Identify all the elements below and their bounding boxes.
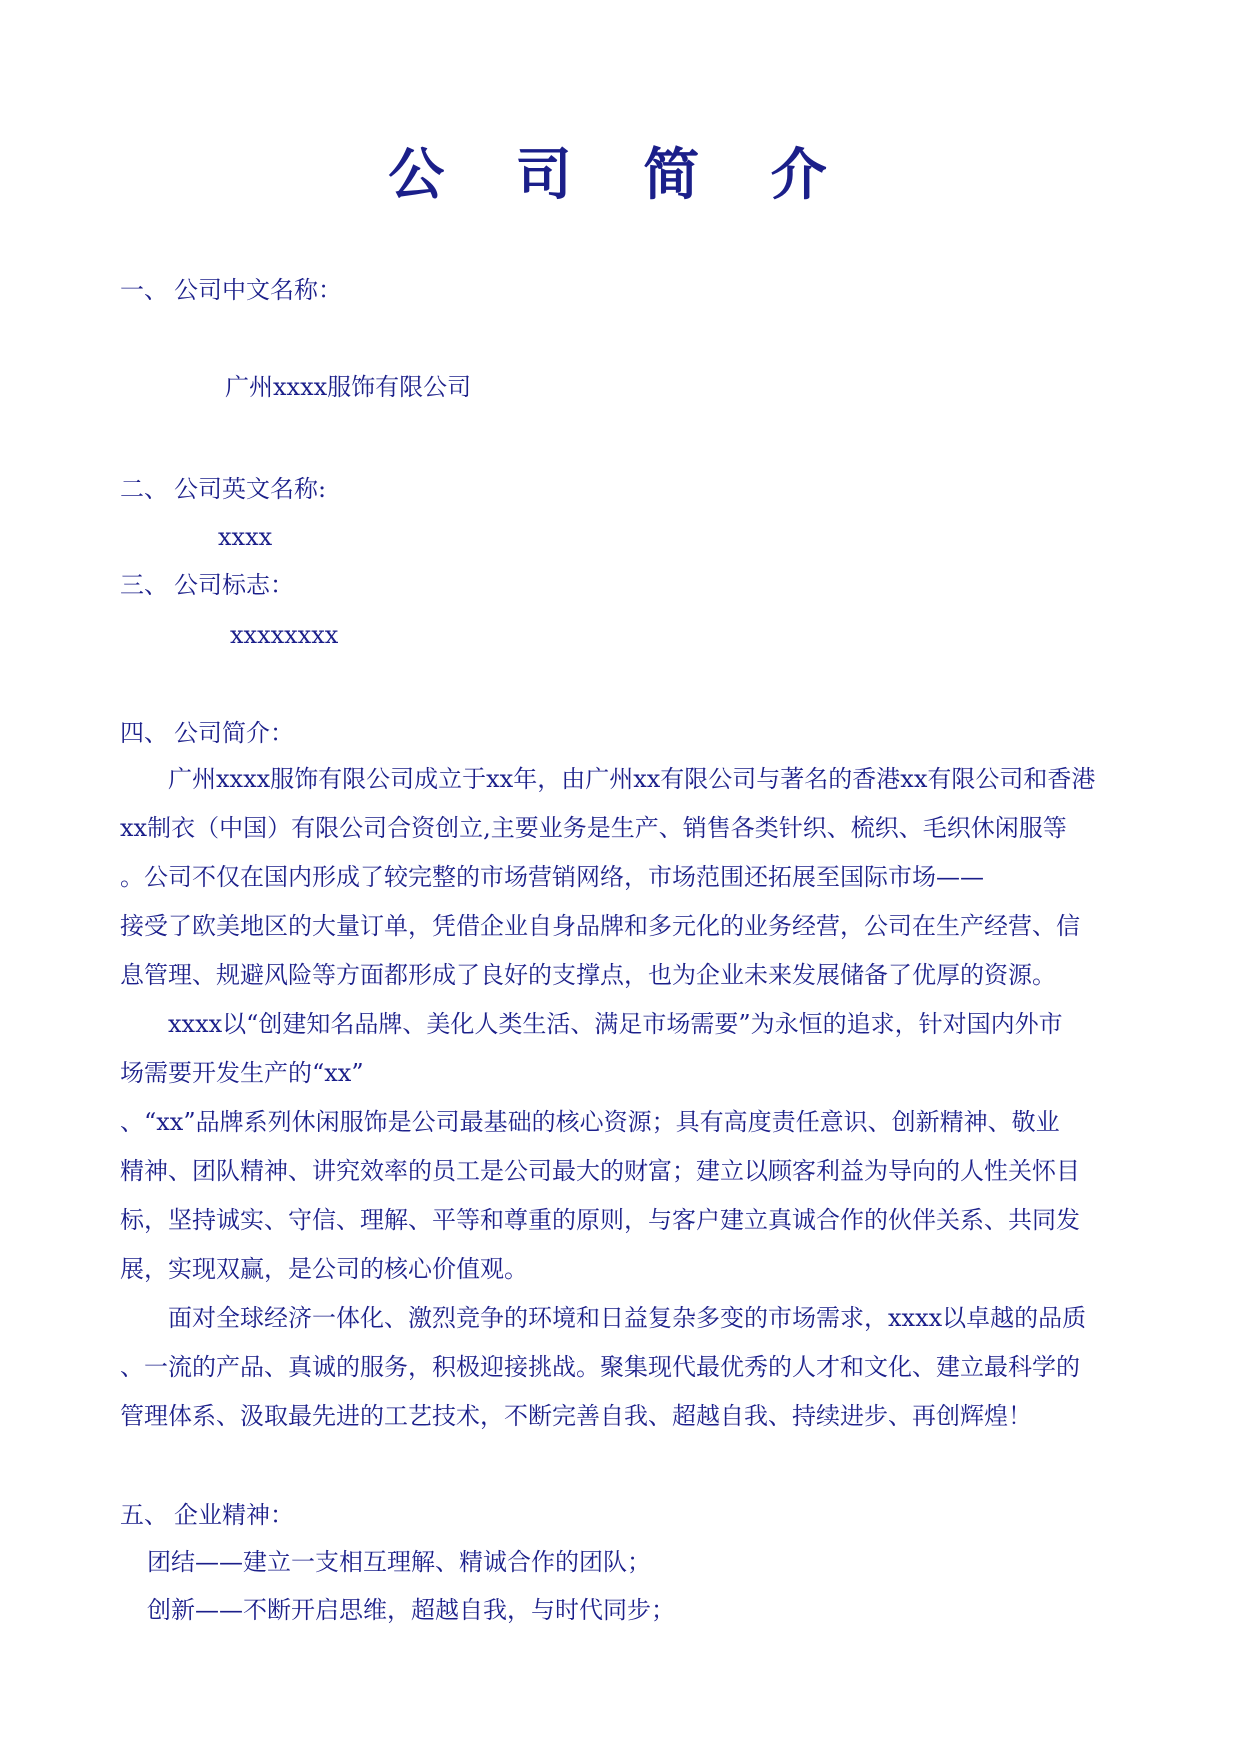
section-label: 公司标志： — [174, 571, 294, 599]
section-heading-5 — [120, 1500, 294, 1530]
section-number: 一、 — [120, 276, 168, 304]
intro-line: 精神、团队精神、讲究效率的员工是公司最大的财富；建立以顾客利益为导向的人性关怀目 — [120, 1157, 1080, 1185]
page-title: 公 司 简 介 — [388, 142, 853, 208]
intro-line: 接受了欧美地区的大量订单，凭借企业自身品牌和多元化的业务经营，公司在生产经营、信 — [120, 912, 1080, 940]
intro-line: 面对全球经济一体化、激烈竞争的环境和日益复杂多变的市场需求，xxxx以卓越的品质 — [120, 1304, 1087, 1332]
intro-line: xxxx以“创建知名品牌、美化人类生活、满足市场需要”为永恒的追求，针对国内外市 — [120, 1010, 1063, 1038]
section-heading-3 — [120, 570, 294, 600]
intro-line: 标，坚持诚实、守信、理解、平等和尊重的原则，与客户建立真诚合作的伙伴关系、共同发 — [120, 1206, 1080, 1234]
intro-line: 、一流的产品、真诚的服务，积极迎接挑战。聚集现代最优秀的人才和文化、建立最科学的 — [120, 1353, 1080, 1381]
section-label: 企业精神： — [174, 1501, 294, 1529]
intro-line: 息管理、规避风险等方面都形成了良好的支撑点，也为企业未来发展储备了优厚的资源。 — [120, 961, 1056, 989]
intro-line: 展，实现双赢，是公司的核心价值观。 — [120, 1255, 528, 1283]
section-number: 五、 — [120, 1501, 168, 1529]
section-number: 三、 — [120, 571, 168, 599]
intro-line: 管理体系、汲取最先进的工艺技术，不断完善自我、超越自我、持续进步、再创辉煌！ — [120, 1402, 1032, 1430]
intro-line: 场需要开发生产的“xx” — [120, 1059, 364, 1087]
company-logo-text: xxxxxxxx — [230, 621, 339, 649]
section-heading-2 — [120, 474, 326, 504]
spirit-item: 团结——建立一支相互理解、精诚合作的团队； — [147, 1548, 651, 1576]
section-label: 公司英文名称: — [174, 475, 327, 503]
section-heading-4 — [120, 718, 294, 748]
section-number: 二、 — [120, 475, 168, 503]
section-number: 四、 — [120, 719, 168, 747]
section-label: 公司中文名称： — [174, 276, 342, 304]
spirit-item: 创新——不断开启思维，超越自我，与时代同步； — [147, 1596, 675, 1624]
intro-line: 。公司不仅在国内形成了较完整的市场营销网络，市场范围还拓展至国际市场—— — [120, 863, 984, 891]
section-heading-1 — [120, 275, 342, 305]
company-en-name: xxxx — [218, 523, 273, 551]
company-cn-name: 广州xxxx服饰有限公司 — [225, 373, 472, 401]
company-intro-paragraph — [120, 755, 1120, 1441]
intro-line: 广州xxxx服饰有限公司成立于xx年，由广州xx有限公司与著名的香港xx有限公司和香港 — [120, 765, 1096, 793]
intro-line: xx制衣（中国）有限公司合资创立,主要业务是生产、销售各类针织、梳织、毛织休闲服等 — [120, 814, 1067, 842]
intro-line: 、“xx”品牌系列休闲服饰是公司最基础的核心资源；具有高度责任意识、创新精神、敬业 — [120, 1108, 1060, 1136]
section-label: 公司简介： — [174, 719, 294, 747]
